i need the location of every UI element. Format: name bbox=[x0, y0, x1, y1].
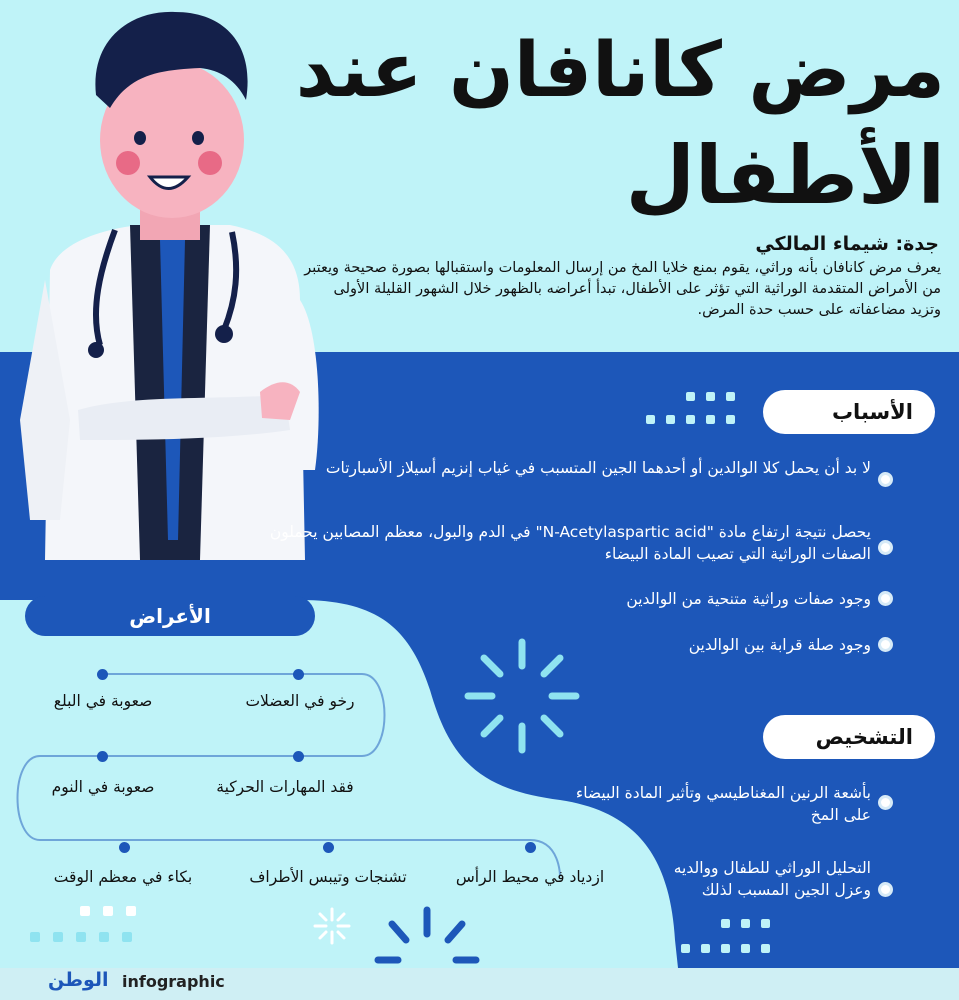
footer-brand-label: infographic bbox=[122, 972, 225, 991]
bullet-icon bbox=[878, 795, 893, 810]
bullet-icon bbox=[878, 882, 893, 897]
symptom-item: صعوبة في البلع bbox=[53, 692, 153, 710]
bullet-icon bbox=[878, 540, 893, 555]
symptom-item: فقد المهارات الحركية bbox=[216, 778, 354, 796]
burst-icon-small bbox=[372, 900, 482, 968]
dots-decoration-3 bbox=[25, 900, 175, 950]
stethoscope-earpiece bbox=[88, 342, 104, 358]
bullet-icon bbox=[878, 591, 893, 606]
bullet-icon bbox=[878, 472, 893, 487]
symptoms-heading: الأعراض bbox=[25, 596, 315, 636]
node-dot bbox=[323, 842, 334, 853]
bullet-icon bbox=[878, 637, 893, 652]
node-dot bbox=[97, 751, 108, 762]
node-dot bbox=[525, 842, 536, 853]
intro-paragraph: يعرف مرض كانافان بأنه وراثي، يقوم بمنع خلايا المخ من إرسال المعلومات واستقبالها بصورة صحيحة ويعتبر من الأمراض المتقدمة الوراثية التي تؤثر على الأطفال، تبدأ أعراضه بالظهور خلال الشهور القليلة الأولى وتزيد مضاعفاته على حسب حدة المرض. bbox=[304, 260, 941, 318]
symptom-item: صعوبة في النوم bbox=[51, 778, 155, 796]
diagnosis-item: التحليل الوراثي للطفال ووالديه وعزل الجين المسبب لذلك bbox=[673, 859, 871, 899]
symptom-item: ازدياد في محيط الرأس bbox=[455, 868, 605, 886]
node-dot bbox=[293, 751, 304, 762]
cause-item: لا بد أن يحمل كلا الوالدين أو أحدهما الجين المتسبب في غياب إنزيم أسيلاز الأسبارتات bbox=[325, 459, 871, 477]
title-line-1: مرض كانافان عند bbox=[295, 25, 945, 114]
diagnosis-item: بأشعة الرنين المغناطيسي وتأثير المادة البيضاء على المخ bbox=[575, 784, 871, 824]
symptom-item: بكاء في معظم الوقت bbox=[53, 868, 193, 886]
node-dot bbox=[293, 669, 304, 680]
cheek-left bbox=[116, 151, 140, 175]
node-dot bbox=[119, 842, 130, 853]
cause-item: وجود صلة قرابة بين الوالدين bbox=[688, 636, 871, 654]
dots-decoration-1 bbox=[638, 388, 748, 428]
author-credit: جدة: شيماء المالكي bbox=[755, 233, 939, 255]
diagnosis-heading: التشخيص bbox=[763, 715, 935, 759]
dots-decoration-2 bbox=[673, 915, 873, 960]
causes-heading: الأسباب bbox=[763, 390, 935, 434]
symptom-item: رخو في العضلات bbox=[245, 692, 355, 710]
sparkle-icon bbox=[312, 906, 352, 946]
symptom-item: تشنجات وتيبس الأطراف bbox=[249, 868, 407, 886]
stethoscope-head bbox=[215, 325, 233, 343]
eye-left bbox=[134, 131, 146, 145]
cheek-right bbox=[198, 151, 222, 175]
burst-icon bbox=[462, 636, 582, 756]
cause-item: يحصل نتيجة ارتفاع مادة "N-Acetylaspartic acid" في الدم والبول، معظم المصابين يحملون الصفات الوراثية التي تصيب المادة البيضاء bbox=[269, 523, 871, 563]
node-dot bbox=[97, 669, 108, 680]
cause-item: وجود صفات وراثية متنحية من الوالدين bbox=[626, 590, 871, 608]
title-line-2: الأطفال bbox=[625, 129, 945, 222]
alwatan-logo: الوطن bbox=[48, 969, 109, 991]
doctor-illustration bbox=[0, 0, 330, 600]
eye-right bbox=[192, 131, 204, 145]
